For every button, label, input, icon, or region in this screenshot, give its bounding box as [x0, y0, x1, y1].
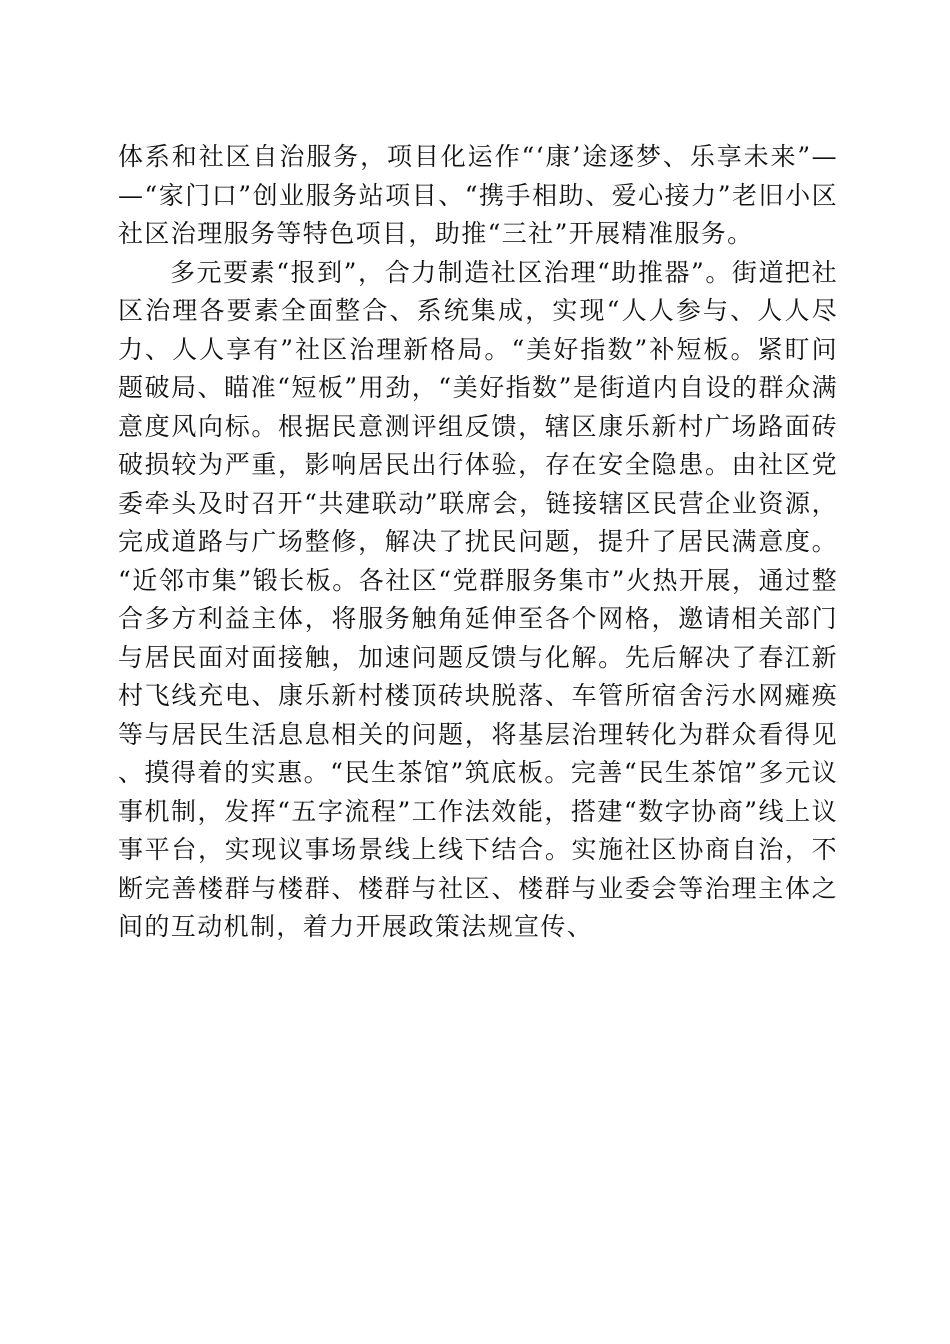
document-body — [118, 138, 838, 947]
paragraph-continued: 体系和社区自治服务，项目化运作“‘康’途逐梦、乐享未来”——“家门口”创业服务站项目、“携手相助、爱心接力”老旧小区社区治理服务等特色项目，助推“三社”开展精准服务。 — [118, 142, 838, 248]
paragraph-multi-element-check-in: 多元要素“报到”，合力制造社区治理“助推器”。街道把社区治理各要素全面整合、系统集成，实现“人人参与、人人尽力、人人享有”社区治理新格局。“美好指数”补短板。紧盯问题破局、瞄准“短板”用劲，“美好指数”是街道内自设的群众满意度风向标。根据民意测评组反馈，辖区康乐新村广场路面砖破损较为严重，影响居民出行体验，存在安全隐患。由社区党委牵头及时召开“共建联动”联席会，链接辖区民营企业资源，完成道路与广场整修，解决了扰民问题，提升了居民满意度。“近邻市集”锻长板。各社区“党群服务集市”火热开展，通过整合多方利益主体，将服务触角延伸至各个网格，邀请相关部门与居民面对面接触，加速问题反馈与化解。先后解决了春江新村飞线充电、康乐新村楼顶砖块脱落、车管所宿舍污水网瘫痪等与居民生活息息相关的问题，将基层治理转化为群众看得见、摸得着的实惠。“民生茶馆”筑底板。完善“民生茶馆”多元议事机制，发挥“五字流程”工作法效能，搭建“数字协商”线上议事平台，实现议事场景线上线下结合。实施社区协商自治，不断完善楼群与楼群、楼群与社区、楼群与业委会等治理主体之间的互动机制，着力开展政策法规宣传、 — [118, 257, 838, 941]
